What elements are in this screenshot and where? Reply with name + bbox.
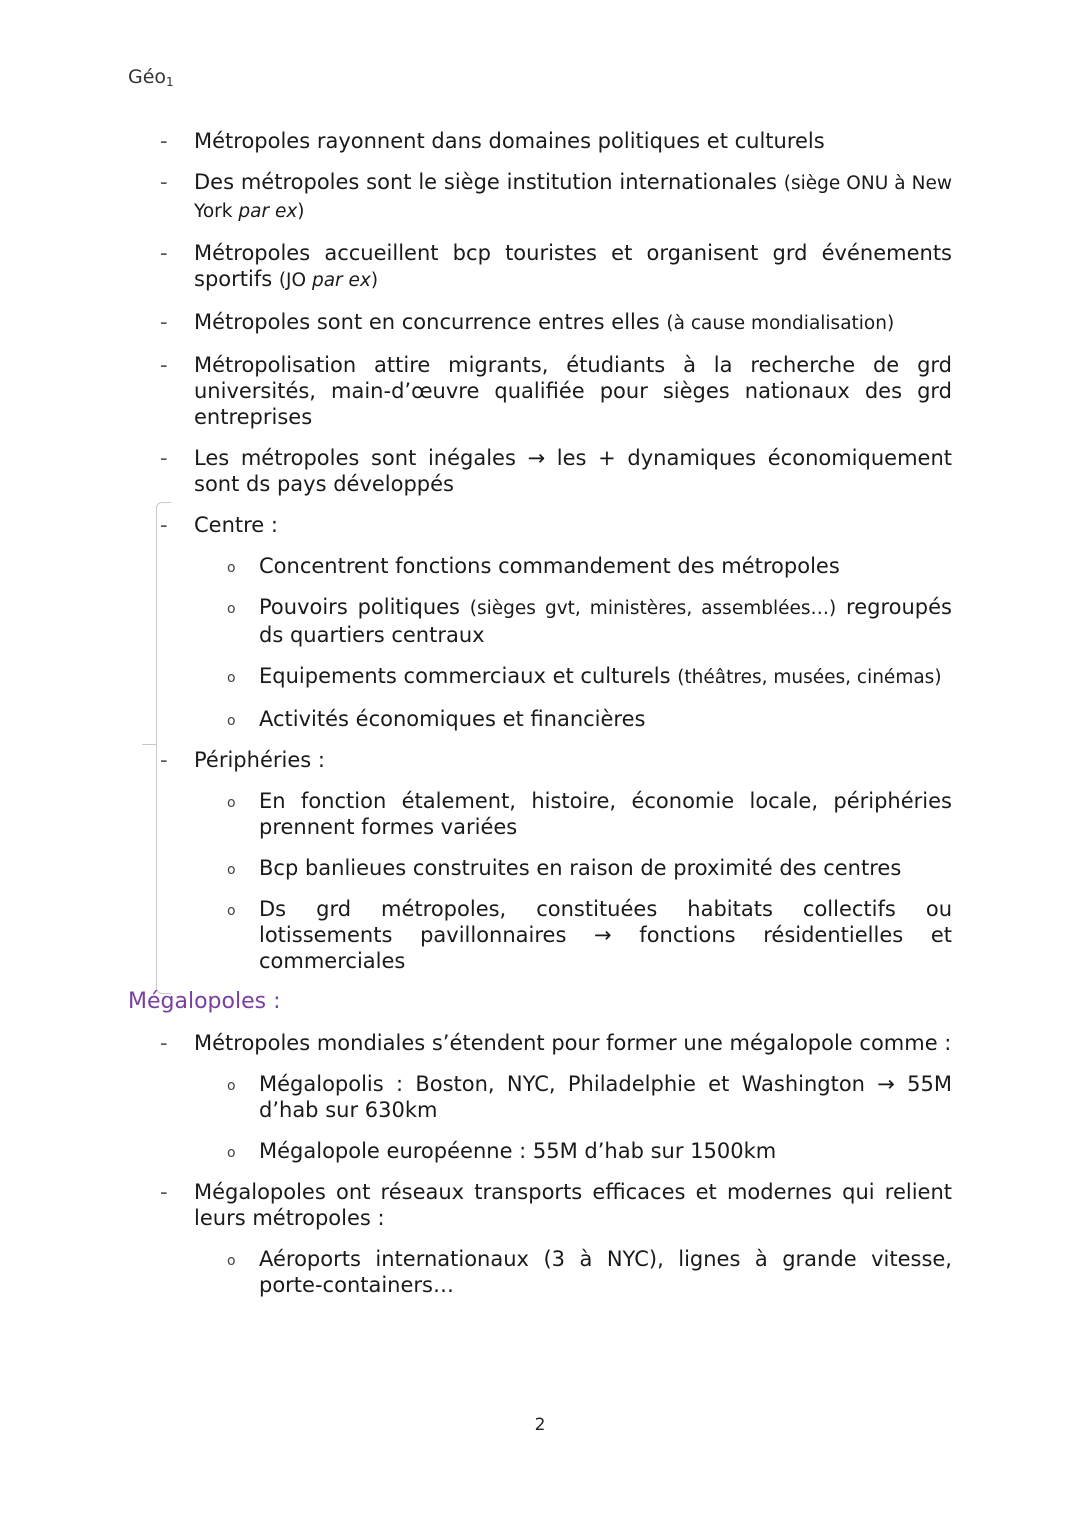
item-text: Métropoles mondiales s’étendent pour former une mégalopole comme : bbox=[194, 1031, 952, 1055]
item-text: Equipements commerciaux et culturels bbox=[259, 664, 678, 688]
item-text: Aéroports internationaux (3 à NYC), lignes à grande vitesse, porte-containers… bbox=[259, 1247, 952, 1297]
list-item bbox=[128, 169, 952, 225]
item-note-end: ) bbox=[297, 201, 305, 222]
item-text: Mégalopolis : Boston, NYC, Philadelphie et Washington → 55M d’hab sur 630km bbox=[259, 1072, 952, 1122]
sub-list-item bbox=[128, 553, 952, 579]
bullet-circle: o bbox=[227, 670, 236, 686]
section-heading-megalopoles: Mégalopoles : bbox=[128, 989, 281, 1014]
item-note: (à cause mondialisation) bbox=[666, 313, 895, 334]
item-text: Activités économiques et financières bbox=[259, 707, 646, 731]
bullet-dash: - bbox=[160, 129, 168, 153]
sub-list-item bbox=[128, 1246, 952, 1298]
bullet-dash: - bbox=[160, 748, 168, 772]
item-note-end: ) bbox=[370, 270, 379, 291]
bullet-dash: - bbox=[160, 1180, 168, 1204]
item-note: (théâtres, musées, cinémas) bbox=[677, 667, 942, 688]
item-text: Mégalopoles ont réseaux transports efficaces et modernes qui relient leurs métropoles : bbox=[194, 1180, 952, 1230]
bullet-circle: o bbox=[227, 903, 236, 919]
bullet-circle: o bbox=[227, 713, 236, 729]
item-note: (siège ONU à New York bbox=[194, 173, 952, 222]
item-note-italic: par ex bbox=[311, 270, 371, 291]
item-text: Métropoles rayonnent dans domaines politiques et culturels bbox=[194, 129, 825, 153]
page-header bbox=[128, 66, 174, 89]
item-text-cont: regroupés ds quartiers centraux bbox=[259, 595, 952, 647]
list-item bbox=[128, 240, 952, 294]
item-text: Ds grd métropoles, constituées habitats collectifs ou lotissements pavillonnaires → fonctions résidentielles et commerciales bbox=[259, 897, 952, 973]
header-subscript: 1 bbox=[166, 75, 174, 89]
item-text: Pouvoirs politiques bbox=[259, 595, 470, 619]
bullet-circle: o bbox=[227, 1253, 236, 1269]
item-note: (sièges gvt, ministères, assemblées…) bbox=[469, 598, 837, 619]
list-item bbox=[128, 1179, 952, 1231]
sub-list-item bbox=[128, 896, 952, 974]
item-text: Métropoles accueillent bcp touristes et organisent grd événements sportifs bbox=[194, 241, 952, 291]
bullet-dash: - bbox=[160, 1031, 168, 1055]
document-body bbox=[128, 128, 952, 1313]
list-item-peripheries bbox=[128, 747, 952, 773]
item-text: Métropoles sont en concurrence entres elles bbox=[194, 310, 667, 334]
item-text: Les métropoles sont inégales → les + dynamiques économiquement sont ds pays développés bbox=[194, 446, 952, 496]
bullet-circle: o bbox=[227, 1078, 236, 1094]
item-note: (JO bbox=[278, 270, 312, 291]
sub-list-item bbox=[128, 788, 952, 840]
bullet-dash: - bbox=[160, 353, 168, 377]
item-text: En fonction étalement, histoire, économie locale, périphéries prennent formes variées bbox=[259, 789, 952, 839]
item-text: Bcp banlieues construites en raison de proximité des centres bbox=[259, 856, 902, 880]
sub-list-item bbox=[128, 663, 952, 691]
bullet-dash: - bbox=[160, 310, 168, 334]
sub-list-item bbox=[128, 594, 952, 648]
list-item bbox=[128, 128, 952, 154]
item-text: Des métropoles sont le siège institution internationales bbox=[194, 170, 784, 194]
list-item bbox=[128, 1030, 952, 1056]
item-text: Mégalopole européenne : 55M d’hab sur 1500km bbox=[259, 1139, 777, 1163]
item-text: Centre : bbox=[194, 513, 278, 537]
list-item bbox=[128, 445, 952, 497]
item-note-italic: par ex bbox=[238, 201, 298, 222]
sub-list-item bbox=[128, 706, 952, 732]
sub-list-item bbox=[128, 855, 952, 881]
bullet-circle: o bbox=[227, 1145, 236, 1161]
page-number: 2 bbox=[534, 1415, 546, 1435]
bullet-dash: - bbox=[160, 446, 168, 470]
item-text: Périphéries : bbox=[194, 748, 325, 772]
list-item-centre bbox=[128, 512, 952, 538]
bullet-dash: - bbox=[160, 513, 168, 537]
list-item bbox=[128, 309, 952, 337]
list-item bbox=[128, 352, 952, 430]
bullet-circle: o bbox=[227, 862, 236, 878]
bullet-dash: - bbox=[160, 170, 168, 194]
item-text: Métropolisation attire migrants, étudiants à la recherche de grd universités, main-d’œuvre qualifiée pour sièges nationaux des grd entreprises bbox=[194, 353, 952, 429]
bullet-circle: o bbox=[227, 560, 236, 576]
header-title: Géo bbox=[128, 66, 167, 88]
bullet-dash: - bbox=[160, 241, 168, 265]
bullet-circle: o bbox=[227, 795, 236, 811]
sub-list-item bbox=[128, 1071, 952, 1123]
sub-list-item bbox=[128, 1138, 952, 1164]
item-text: Concentrent fonctions commandement des métropoles bbox=[259, 554, 840, 578]
bullet-circle: o bbox=[227, 601, 236, 617]
